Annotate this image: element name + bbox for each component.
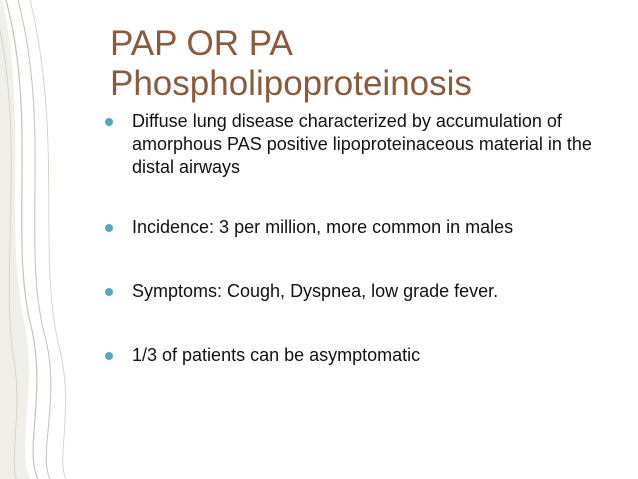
ribbon-curve-4 (0, 30, 17, 479)
slide-title (110, 24, 620, 104)
bullet-item-definition (103, 110, 623, 179)
slide-title-line-1: PAP OR PA (110, 24, 293, 63)
bullet-text: Symptoms: Cough, Dyspnea, low grade fever. (132, 281, 499, 301)
bullet-text: 1/3 of patients can be asymptomatic (132, 345, 421, 365)
bullet-item-asymptomatic (103, 344, 623, 367)
bullet-item-symptoms (103, 280, 623, 303)
ribbon-curve-1 (6, 0, 38, 479)
ribbon-curve-3 (30, 0, 66, 479)
bullet-list (103, 110, 623, 408)
ribbon-curve-2 (18, 0, 51, 479)
bullet-dot-icon (105, 288, 113, 296)
bullet-item-incidence (103, 216, 623, 239)
bullet-text: Diffuse lung disease characterized by accumulation of amorphous PAS positive lipoproteinaceous material in the distal airways (132, 111, 592, 177)
bullet-dot-icon (105, 224, 113, 232)
decorative-ribbon (0, 0, 96, 479)
bullet-dot-icon (105, 118, 113, 126)
ribbon-band-outer (0, 0, 30, 479)
bullet-dot-icon (105, 352, 113, 360)
slide-title-line-2: Phospholipoproteinosis (110, 64, 472, 103)
bullet-text: Incidence: 3 per million, more common in males (132, 217, 514, 237)
